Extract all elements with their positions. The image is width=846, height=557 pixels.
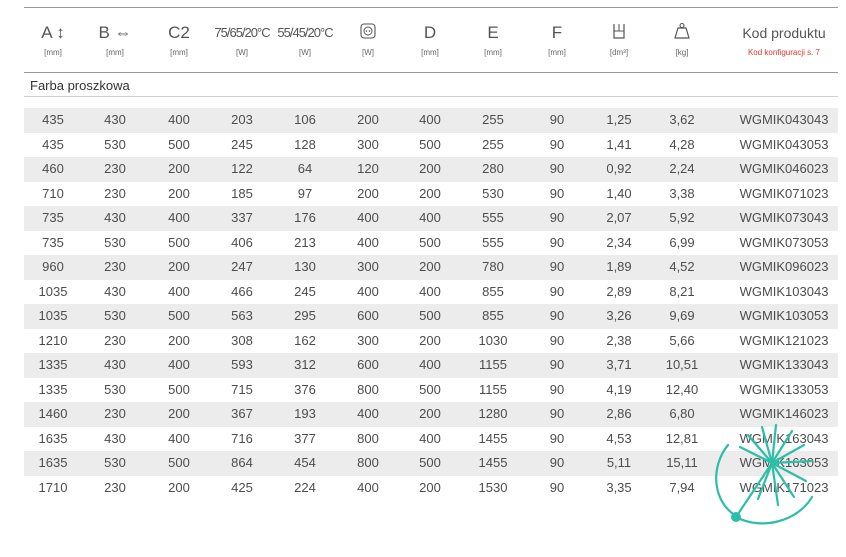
cell-c2: 500 [168,136,190,152]
header-unit: [W] [299,48,311,57]
cell-d: 200 [419,406,441,421]
cell-d: 500 [419,308,441,323]
cell-power-75: 715 [231,381,253,397]
cell-f: 90 [549,283,565,299]
brand-logo-icon [700,405,830,535]
cell-c2: 200 [168,332,190,348]
cell-d: 400 [419,283,441,299]
cell-f: 90 [549,381,565,397]
cell-power-75: 185 [231,185,253,201]
header-label: A ↕ [41,23,65,42]
cell-power-el: 600 [357,357,379,372]
cell-power-el: 600 [357,308,379,323]
cell-power-el: 200 [357,185,379,201]
cell-power-55: 176 [294,210,316,225]
cell-f: 90 [549,234,565,250]
header-b [88,22,142,59]
volume-icon [612,22,626,46]
cell-c2: 200 [168,479,190,495]
cell-power-75: 122 [231,161,253,176]
cell-product-code: WGMIK133053 [739,381,829,397]
cell-power-el: 300 [357,136,379,152]
cell-product-code: WGMIK103043 [739,283,829,299]
cell-c2: 400 [168,430,190,446]
cell-b: 430 [104,430,126,446]
cell-f: 90 [549,210,565,225]
cell-product-code: WGMIK071023 [739,185,829,201]
cell-power-el: 800 [357,455,379,470]
header-unit: Kod konfiguracji s. 7 [747,48,821,57]
cell-product-code: WGMIK046023 [739,161,829,176]
header-label: F [551,23,563,42]
cell-e: 555 [482,210,504,225]
header-unit: [mm] [421,48,439,57]
cell-f: 90 [549,357,565,372]
cell-d: 400 [419,430,441,446]
section-title: Farba proszkowa [30,78,130,93]
cell-b: 530 [104,455,126,470]
header-power-el [341,22,395,59]
cell-volume: 2,86 [606,406,632,421]
table-row [24,182,838,207]
cell-b: 430 [104,357,126,372]
cell-weight: 3,62 [669,112,695,127]
header-label: E [487,23,499,42]
cell-c2: 200 [168,185,190,201]
cell-e: 1455 [478,430,508,446]
cell-f: 90 [549,185,565,201]
cell-e: 1280 [478,406,508,421]
cell-b: 530 [104,381,126,397]
cell-weight: 2,24 [669,161,695,176]
cell-weight: 4,28 [669,136,695,152]
cell-c2: 500 [168,455,190,470]
header-label: D [423,23,437,42]
header-unit: [mm] [106,48,124,57]
header-label: Kod produktu [742,25,826,41]
header-volume [592,22,646,59]
cell-volume: 1,89 [606,259,632,274]
cell-weight: 3,38 [669,185,695,201]
cell-c2: 200 [168,161,190,176]
cell-f: 90 [549,259,565,274]
cell-a: 460 [42,161,64,176]
cell-b: 430 [104,210,126,225]
cell-e: 530 [482,185,504,201]
cell-power-el: 200 [357,112,379,127]
cell-product-code: WGMIK073043 [739,210,829,225]
cell-power-55: 130 [294,259,316,274]
cell-power-75: 425 [231,479,253,495]
cell-f: 90 [549,112,565,127]
header-label: 75/65/20°C [214,25,270,40]
cell-d: 200 [419,161,441,176]
cell-d: 200 [419,479,441,495]
cell-c2: 400 [168,357,190,372]
header-unit: [mm] [548,48,566,57]
cell-power-55: 312 [294,357,316,372]
cell-volume: 0,92 [606,161,632,176]
cell-d: 500 [419,381,441,397]
cell-power-75: 406 [231,234,253,250]
cell-e: 555 [482,234,504,250]
cell-d: 200 [419,259,441,274]
cell-e: 1030 [478,332,508,348]
cell-d: 400 [419,112,441,127]
cell-weight: 10,51 [665,357,699,372]
cell-product-code: WGMIK146023 [739,406,829,421]
header-unit: [mm] [484,48,502,57]
cell-a: 710 [42,185,64,201]
cell-power-75: 466 [231,283,253,299]
cell-a: 735 [42,234,64,250]
cell-product-code: WGMIK043053 [739,136,829,152]
cell-b: 230 [104,185,126,201]
cell-power-55: 64 [297,161,313,176]
header-unit: [dm³] [609,48,629,57]
cell-f: 90 [549,455,565,470]
cell-power-75: 337 [231,210,253,225]
cell-c2: 200 [168,259,190,274]
table-row [24,108,838,133]
cell-b: 530 [104,136,126,152]
cell-e: 1155 [479,381,507,397]
cell-power-75: 864 [231,455,253,470]
cell-product-code: WGMIK073053 [739,234,829,250]
header-unit: [W] [362,48,374,57]
cell-a: 735 [42,210,64,225]
header-label: B ⇔ [98,23,132,42]
cell-e: 1155 [479,357,507,372]
cell-volume: 4,53 [606,430,632,446]
cell-product-code: WGMIK043043 [739,112,829,127]
cell-volume: 3,35 [606,479,632,495]
cell-f: 90 [549,479,565,495]
cell-volume: 2,38 [606,332,632,348]
cell-power-el: 300 [357,332,379,348]
cell-a: 1710 [38,479,68,495]
cell-c2: 400 [168,112,190,127]
cell-weight: 5,92 [669,210,695,225]
cell-e: 780 [482,259,504,274]
cell-c2: 500 [168,234,190,250]
cell-b: 430 [104,283,126,299]
cell-a: 1460 [38,406,68,421]
cell-product-code: WGMIK163043 [739,430,829,446]
cell-e: 1530 [478,479,508,495]
cell-f: 90 [549,332,565,348]
top-rule [24,7,838,8]
cell-c2: 500 [168,381,190,397]
cell-d: 200 [419,332,441,348]
cell-power-75: 308 [231,332,253,348]
cell-power-el: 400 [357,406,379,421]
cell-e: 255 [482,112,504,127]
cell-a: 1635 [38,430,68,446]
cell-volume: 3,71 [606,357,632,372]
cell-product-code: WGMIK133043 [739,357,829,372]
cell-d: 200 [419,185,441,201]
cell-b: 230 [104,161,126,176]
cell-e: 280 [482,161,504,176]
table-row [24,353,838,378]
cell-a: 1035 [38,308,68,323]
cell-power-el: 400 [357,283,379,299]
cell-product-code: WGMIK163053 [739,455,829,470]
cell-power-75: 245 [231,136,253,152]
cell-power-55: 245 [294,283,316,299]
cell-weight: 6,80 [669,406,695,421]
cell-power-75: 593 [231,357,253,372]
cell-weight: 5,66 [669,332,695,348]
cell-weight: 8,21 [669,283,695,299]
header-weight [655,22,709,59]
cell-a: 960 [42,259,64,274]
cell-a: 1210 [38,332,68,348]
cell-power-el: 400 [357,210,379,225]
cell-c2: 500 [168,308,190,323]
cell-weight: 12,81 [665,430,699,446]
cell-power-75: 247 [231,259,253,274]
cell-c2: 400 [168,210,190,225]
cell-power-55: 224 [294,479,316,495]
cell-weight: 9,69 [669,308,695,323]
cell-f: 90 [549,308,565,323]
header-e [466,22,520,59]
table-row [24,133,838,158]
cell-power-55: 213 [294,234,316,250]
cell-e: 855 [482,283,504,299]
header-power-55 [277,22,333,59]
header-f [530,22,584,59]
cell-volume: 2,34 [606,234,632,250]
cell-weight: 15,11 [666,455,698,470]
cell-volume: 1,40 [606,185,632,201]
table-row [24,329,838,354]
cell-volume: 5,11 [606,455,632,470]
cell-b: 430 [104,112,126,127]
cell-c2: 200 [168,406,190,421]
cell-power-55: 128 [294,136,316,152]
cell-power-75: 716 [231,430,253,446]
cell-product-code: WGMIK103053 [739,308,829,323]
cell-power-el: 800 [357,430,379,446]
cell-power-el: 120 [357,161,379,176]
table-row [24,157,838,182]
cell-a: 1335 [38,381,68,397]
weight-icon [674,22,690,46]
cell-volume: 2,89 [606,283,632,299]
header-unit: [mm] [44,48,62,57]
header-unit: [kg] [675,48,689,57]
cell-b: 230 [104,406,126,421]
cell-a: 435 [42,112,64,127]
cell-weight: 12,40 [665,381,699,397]
cell-power-55: 106 [294,112,316,127]
header-product-code [729,22,839,59]
cell-weight: 6,99 [669,234,695,250]
cell-f: 90 [549,406,565,421]
cell-power-55: 295 [294,308,316,323]
cell-f: 90 [549,161,565,176]
cell-power-55: 376 [294,381,316,397]
cell-product-code: WGMIK096023 [739,259,829,274]
cell-d: 500 [419,136,441,152]
cell-a: 1335 [38,357,68,372]
section-rule [24,96,838,97]
cell-volume: 4,19 [606,381,632,397]
cell-volume: 1,41 [606,136,632,152]
cell-b: 530 [104,234,126,250]
cell-b: 230 [104,479,126,495]
cell-product-code: WGMIK121023 [739,332,829,348]
header-label: C2 [168,23,190,42]
cell-power-75: 563 [231,308,253,323]
cell-d: 500 [419,455,441,470]
cell-power-75: 203 [231,112,253,127]
cell-power-el: 400 [357,479,379,495]
socket-icon [360,23,376,45]
cell-a: 1635 [38,455,68,470]
table-row [24,304,838,329]
cell-power-55: 97 [297,185,313,201]
cell-weight: 4,52 [669,259,695,274]
cell-weight: 7,94 [669,479,695,495]
header-label: 55/45/20°C [277,25,333,40]
cell-a: 1035 [38,283,68,299]
cell-power-el: 800 [357,381,379,397]
cell-d: 500 [419,234,441,250]
header-unit: [W] [236,48,248,57]
table-header [24,22,838,70]
table-row [24,280,838,305]
cell-d: 400 [419,210,441,225]
table-row [24,378,838,403]
cell-b: 530 [104,308,126,323]
header-a [26,22,80,59]
cell-f: 90 [549,136,565,152]
cell-volume: 2,07 [606,210,632,225]
cell-e: 1455 [478,455,508,470]
cell-power-el: 300 [357,259,379,274]
cell-power-55: 162 [294,332,316,348]
cell-power-55: 454 [294,455,316,470]
cell-e: 855 [482,308,504,323]
cell-volume: 3,26 [606,308,632,323]
header-c2 [152,22,206,59]
cell-f: 90 [549,430,565,446]
cell-power-55: 193 [294,406,316,421]
cell-b: 230 [104,259,126,274]
cell-power-55: 377 [294,430,316,446]
cell-volume: 1,25 [606,112,632,127]
table-row [24,255,838,280]
cell-power-el: 400 [357,234,379,250]
cell-c2: 400 [168,283,190,299]
cell-b: 230 [104,332,126,348]
header-d [403,22,457,59]
cell-power-75: 367 [231,406,253,421]
header-rule [24,72,838,73]
table-row [24,206,838,231]
header-power-75 [214,22,270,59]
cell-a: 435 [42,136,64,152]
table-row [24,231,838,256]
cell-e: 255 [482,136,504,152]
header-unit: [mm] [170,48,188,57]
cell-d: 400 [419,357,441,372]
cell-product-code: WGMIK171023 [739,479,829,495]
